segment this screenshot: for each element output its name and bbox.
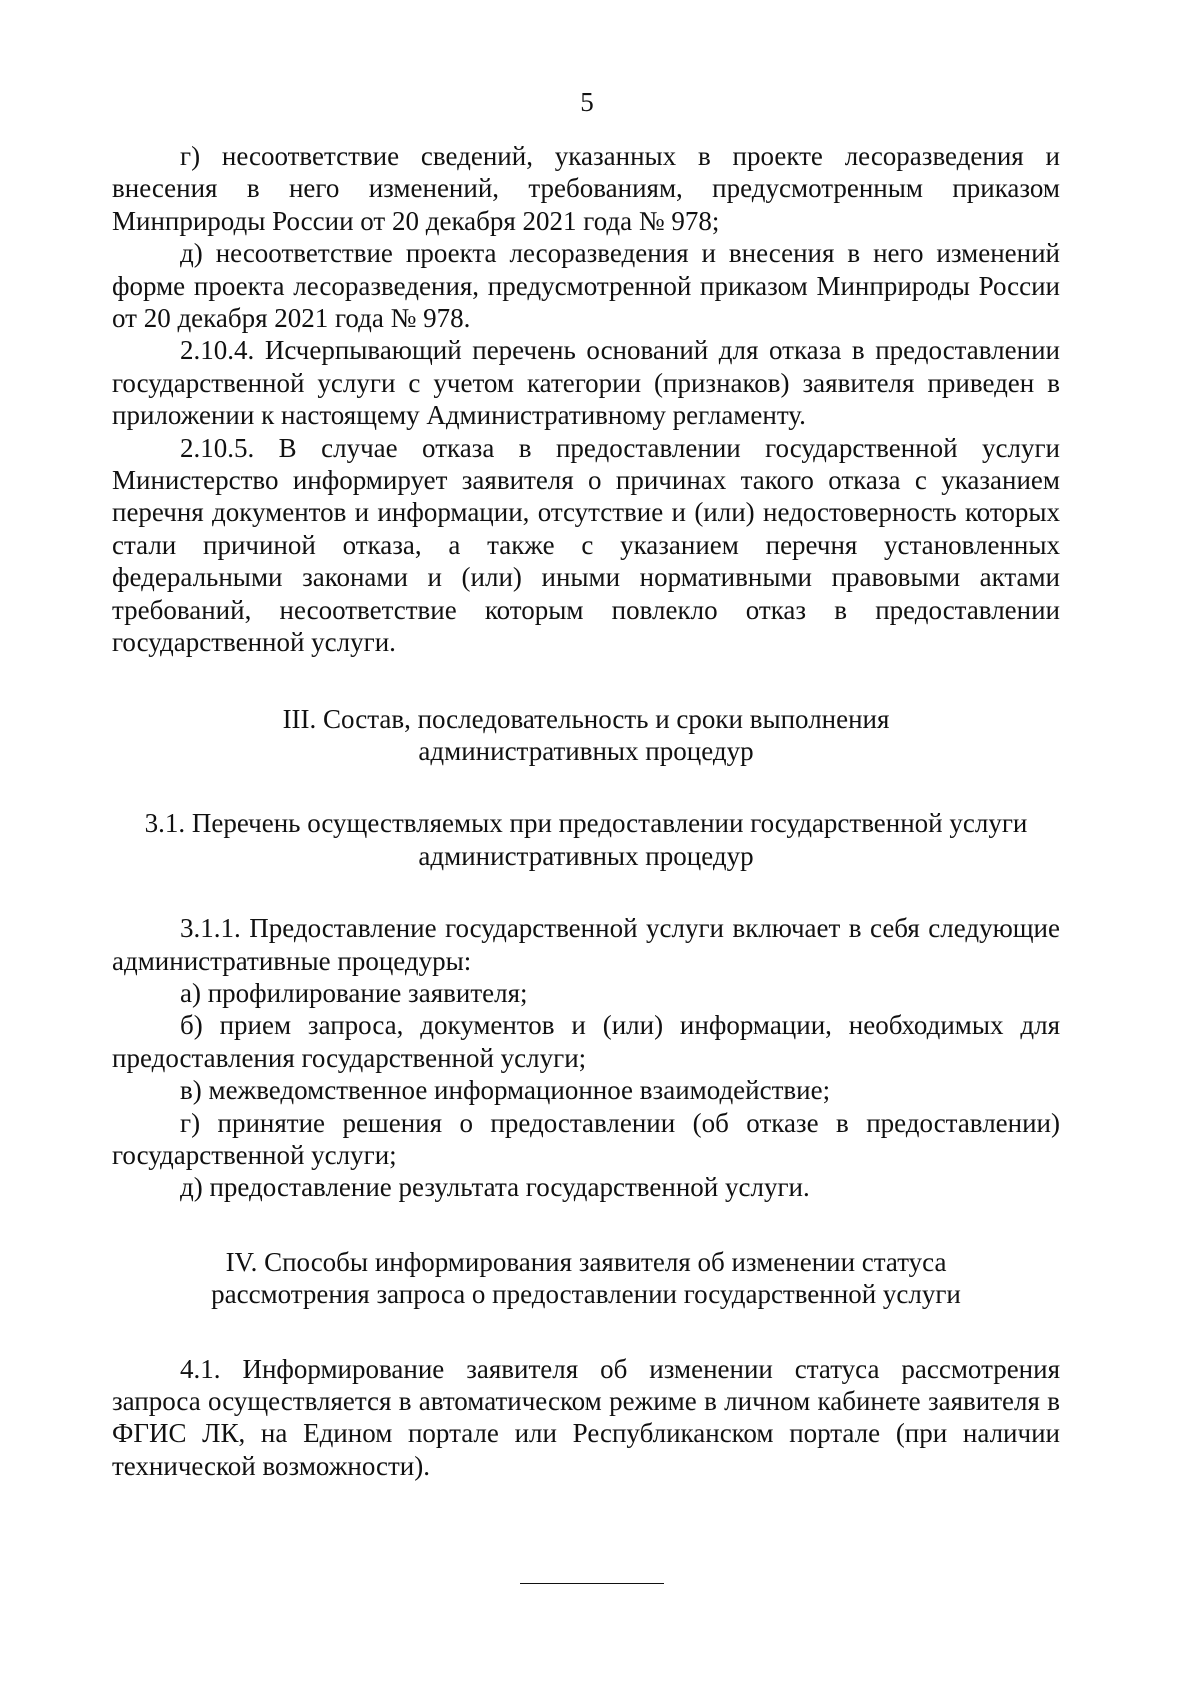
list-item-d: д) предоставление результата государственной услуги. xyxy=(180,1172,810,1203)
section-3-1-subheading-line2: административных процедур xyxy=(418,840,754,871)
spacer xyxy=(112,1204,1060,1246)
section-4-heading-line1: IV. Способы информирования заявителя об изменении статуса xyxy=(225,1246,947,1277)
paragraph-3-1-1: 3.1.1. Предоставление государственной услуги включает в себя следующие административные процедуры: xyxy=(112,913,1060,976)
spacer xyxy=(112,872,1060,912)
section-3-heading xyxy=(112,703,1060,768)
list-item-v: в) межведомственное информационное взаимодействие; xyxy=(180,1075,831,1106)
section-3-1-subheading-line1: 3.1. Перечень осуществляемых при предоставлении государственной услуги xyxy=(144,808,1028,839)
section-4-heading xyxy=(112,1246,1060,1311)
section-4-heading-line2: рассмотрения запроса о предоставлении государственной услуги xyxy=(211,1279,961,1310)
page-content xyxy=(112,140,1060,1482)
list-item-g: г) принятие решения о предоставлении (об отказе в предоставлении) государственной услуги; xyxy=(112,1107,1060,1170)
spacer xyxy=(112,767,1060,807)
section-3-heading-line2: административных процедур xyxy=(418,735,754,766)
list-item-b: б) прием запроса, документов и (или) информации, необходимых для предоставления государственной услуги; xyxy=(112,1010,1060,1073)
section-3-1-subheading xyxy=(112,807,1060,872)
end-of-document-rule xyxy=(520,1583,664,1584)
list-item-a: а) профилирование заявителя; xyxy=(180,977,528,1008)
paragraph-2-10-g: г) несоответствие сведений, указанных в проекте лесоразведения и внесения в него изменений, требованиям, предусмотренным приказом Минприроды России от 20 декабря 2021 года № 978; xyxy=(112,141,1060,236)
paragraph-2-10-4: 2.10.4. Исчерпывающий перечень оснований для отказа в предоставлении государственной услуги с учетом категории (признаков) заявителя приведен в приложении к настоящему Административному регламенту. xyxy=(112,335,1060,431)
section-3-heading-line1: III. Состав, последовательность и сроки выполнения xyxy=(282,703,890,734)
page-number: 5 xyxy=(580,87,594,117)
paragraph-2-10-d: д) несоответствие проекта лесоразведения и внесения в него изменений форме проекта лесоразведения, предусмотренной приказом Минприроды России от 20 декабря 2021 года № 978. xyxy=(112,238,1060,334)
spacer xyxy=(112,1311,1060,1353)
paragraph-2-10-5: 2.10.5. В случае отказа в предоставлении государственной услуги Министерство информирует заявителя о причинах такого отказа с указанием перечня документов и информации, отсутствие и (или) недостоверность которых стали причиной отказа, а также с указанием перечня установленных федеральными законами и (или) иными нормативными правовыми актами требований, несоответствие которым повлекло отказ в предоставлении государственной услуги. xyxy=(112,432,1060,658)
paragraph-4-1: 4.1. Информирование заявителя об изменении статуса рассмотрения запроса осуществляется в автоматическом режиме в личном кабинете заявителя в ФГИС ЛК, на Едином портале или Республиканском портале (при наличии технической возможности). xyxy=(112,1353,1060,1481)
spacer xyxy=(112,659,1060,703)
